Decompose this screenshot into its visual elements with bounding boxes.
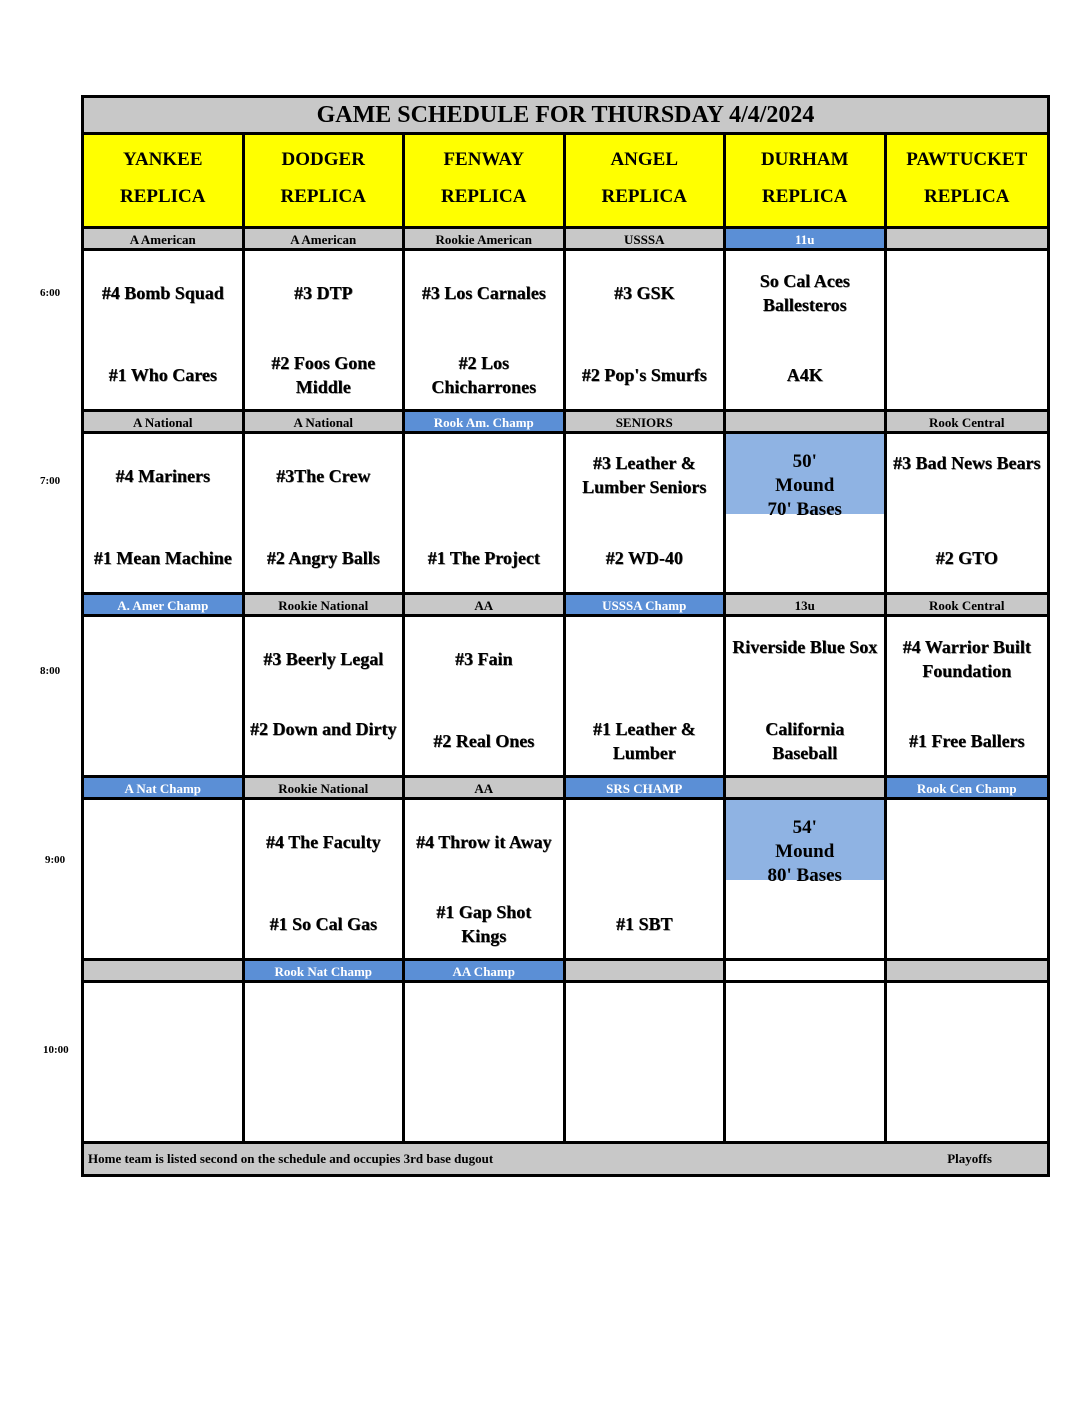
- division-label-row: [84, 412, 1047, 434]
- division-label: Rook Cen Champ: [887, 778, 1048, 800]
- division-label: Rookie American: [405, 229, 566, 251]
- game-cell: [887, 434, 1048, 595]
- home-team: #1 Free Ballers: [908, 731, 1025, 751]
- home-team: #1 So Cal Gas: [269, 914, 378, 934]
- game-cell: [726, 251, 887, 412]
- division-label: [726, 412, 887, 434]
- away-team: #3The Crew: [276, 466, 371, 486]
- away-team: So Cal Aces Ballesteros: [759, 271, 850, 315]
- division-label: AA Champ: [405, 961, 566, 983]
- game-cell: [566, 251, 727, 412]
- away-team: #3 Leather & Lumber Seniors: [582, 453, 707, 497]
- home-team: #1 Gap Shot Kings: [436, 902, 532, 946]
- division-label-row: [84, 595, 1047, 617]
- home-team: #1 Leather & Lumber: [592, 719, 696, 763]
- division-label: [887, 961, 1048, 983]
- home-team: #2 WD-40: [605, 548, 683, 568]
- away-team: #3 Bad News Bears: [893, 453, 1041, 473]
- game-cell: [84, 800, 245, 961]
- game-cell: [566, 800, 727, 961]
- game-cell: [84, 251, 245, 412]
- away-team: #3 Fain: [454, 649, 513, 669]
- game-cell: [84, 617, 245, 778]
- division-label: Rook Nat Champ: [245, 961, 406, 983]
- field-header-row: [84, 135, 1047, 229]
- division-label: SENIORS: [566, 412, 727, 434]
- division-label: USSSA Champ: [566, 595, 727, 617]
- away-team: #4 Bomb Squad: [101, 283, 224, 303]
- field-header: YANKEE REPLICA: [84, 135, 245, 229]
- division-label: AA: [405, 595, 566, 617]
- game-cell: [405, 800, 566, 961]
- field-header: DODGER REPLICA: [245, 135, 406, 229]
- away-team: #3 GSK: [613, 283, 675, 303]
- page-title: GAME SCHEDULE FOR THURSDAY 4/4/2024: [84, 98, 1047, 135]
- game-cell: [84, 434, 245, 595]
- division-label: Rook Central: [887, 412, 1048, 434]
- game-cell: [887, 983, 1048, 1144]
- away-team: #4 Warrior Built Foundation: [902, 637, 1031, 681]
- game-cell: [405, 434, 566, 595]
- game-cell: [887, 251, 1048, 412]
- away-team: #3 DTP: [294, 283, 353, 303]
- division-label: A Nat Champ: [84, 778, 245, 800]
- home-team: #1 Who Cares: [108, 365, 217, 385]
- division-label: A American: [84, 229, 245, 251]
- division-label: [84, 961, 245, 983]
- game-cell: [566, 983, 727, 1144]
- time-label: 8:00: [40, 665, 61, 677]
- division-label-row: [84, 961, 1047, 983]
- division-label: Rook Am. Champ: [405, 412, 566, 434]
- home-team: #2 Foos Gone Middle: [271, 353, 376, 397]
- home-team: #2 Angry Balls: [266, 548, 380, 568]
- schedule-table: [81, 95, 1050, 1177]
- mound-note: [726, 800, 884, 886]
- game-cell: [566, 617, 727, 778]
- division-label: USSSA: [566, 229, 727, 251]
- game-row: [84, 434, 1047, 595]
- game-cell: [245, 434, 406, 595]
- game-cell: [245, 800, 406, 961]
- away-team: Riverside Blue Sox: [732, 637, 878, 657]
- game-cell: [405, 251, 566, 412]
- division-label: A American: [245, 229, 406, 251]
- division-label: 11u: [726, 229, 887, 251]
- home-team: #2 Real Ones: [433, 731, 535, 751]
- mound-note: [726, 434, 884, 520]
- footer-note: Home team is listed second on the schedule and occupies 3rd base dugout: [88, 1151, 494, 1166]
- division-label: [726, 778, 887, 800]
- time-label: 6:00: [40, 287, 61, 299]
- home-team: #1 Mean Machine: [93, 548, 232, 568]
- home-team: California Baseball: [765, 719, 845, 763]
- division-label: [566, 961, 727, 983]
- game-row: [84, 251, 1047, 412]
- mound-text: 50' Mound 70' Bases: [767, 451, 842, 520]
- time-label: 7:00: [40, 475, 61, 487]
- game-cell: [245, 617, 406, 778]
- field-header: FENWAY REPLICA: [405, 135, 566, 229]
- game-row: [84, 983, 1047, 1144]
- game-cell: [726, 800, 887, 961]
- game-cell: [566, 434, 727, 595]
- away-team: #4 The Faculty: [265, 832, 381, 852]
- home-team: #2 Pop's Smurfs: [581, 365, 707, 385]
- division-label-row: [84, 229, 1047, 251]
- away-team: #4 Throw it Away: [415, 832, 552, 852]
- time-label: 10:00: [43, 1044, 69, 1056]
- game-cell: [84, 983, 245, 1144]
- home-team: #1 SBT: [615, 914, 673, 934]
- game-cell: [245, 251, 406, 412]
- game-cell: [726, 434, 887, 595]
- game-cell: [887, 800, 1048, 961]
- game-cell: [405, 983, 566, 1144]
- home-team: #2 Los Chicharrones: [431, 353, 537, 397]
- away-team: #4 Mariners: [115, 466, 210, 486]
- division-label: A National: [84, 412, 245, 434]
- division-label: A National: [245, 412, 406, 434]
- game-cell: [726, 617, 887, 778]
- home-team: #2 Down and Dirty: [249, 719, 397, 739]
- game-row: [84, 800, 1047, 961]
- division-label: Rook Central: [887, 595, 1048, 617]
- home-team: A4K: [786, 365, 823, 385]
- mound-text: 54' Mound 80' Bases: [767, 817, 842, 886]
- division-label: Rookie National: [245, 778, 406, 800]
- division-label: [887, 229, 1048, 251]
- time-label: 9:00: [45, 854, 66, 866]
- game-row: [84, 617, 1047, 778]
- game-cell: [405, 617, 566, 778]
- away-team: #3 Los Carnales: [421, 283, 546, 303]
- division-label: Rookie National: [245, 595, 406, 617]
- game-cell: [726, 983, 887, 1144]
- home-team: #1 The Project: [427, 548, 540, 568]
- division-label: 13u: [726, 595, 887, 617]
- division-label: [726, 961, 887, 983]
- footer: [84, 1144, 1047, 1174]
- division-label: A. Amer Champ: [84, 595, 245, 617]
- division-label: AA: [405, 778, 566, 800]
- field-header: ANGEL REPLICA: [566, 135, 727, 229]
- game-cell: [245, 983, 406, 1144]
- game-cell: [887, 617, 1048, 778]
- playoffs-label: Playoffs: [947, 1151, 992, 1166]
- home-team: #2 GTO: [935, 548, 998, 568]
- field-header: PAWTUCKET REPLICA: [887, 135, 1048, 229]
- division-label: SRS CHAMP: [566, 778, 727, 800]
- away-team: #3 Beerly Legal: [263, 649, 384, 669]
- division-label-row: [84, 778, 1047, 800]
- field-header: DURHAM REPLICA: [726, 135, 887, 229]
